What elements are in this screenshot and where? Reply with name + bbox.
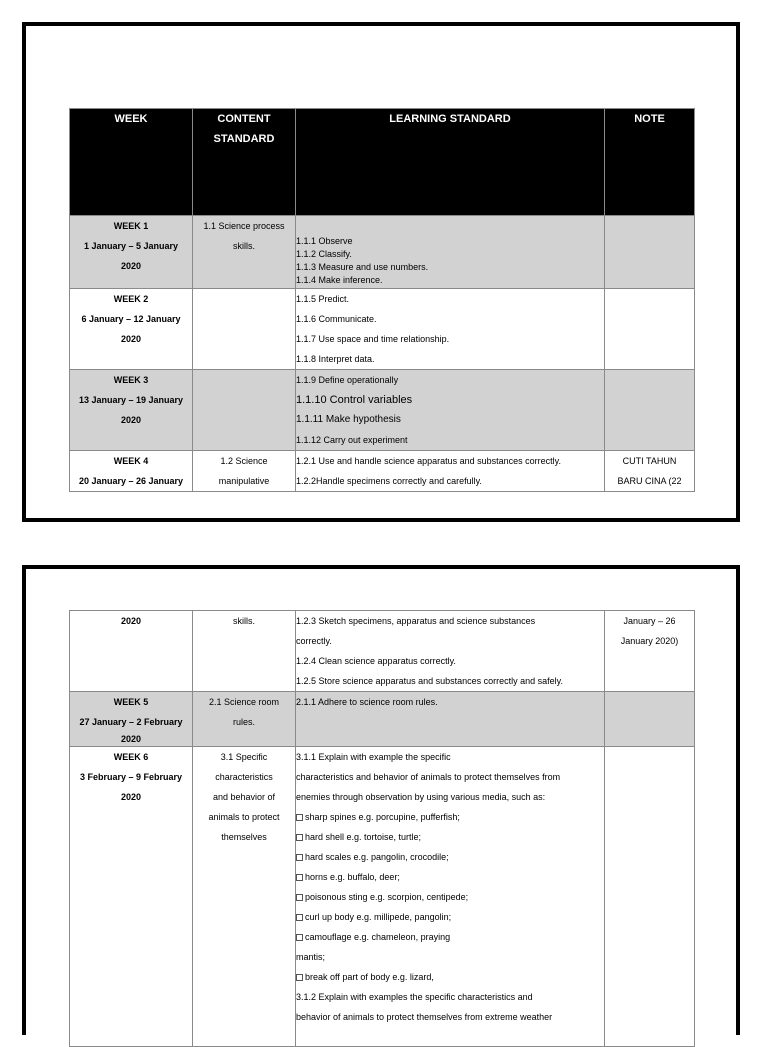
week-cell: 2020 <box>70 611 193 692</box>
bullet-item: hard scales e.g. pangolin, crocodile; <box>296 847 604 867</box>
learning-standard-cell: 3.1.1 Explain with example the specific characteristics and behavior of animals to protect themselves from enemies through observation by using various media, such as: sharp spines e.g. porcupine, pufferfish; hard shell e.g. tortoise, turtle; hard scales e.g. pangolin, crocodile; horns e.g. buffalo, deer; poisonous sting e.g. scorpion, centipede; curl up body e.g. millipede, pangolin; camouflage e.g. chameleon, praying mantis; break off part of body e.g. lizard, 3.1.2 Explain with examples the specific characteristics and behavior of animals to protect themselves from extreme weather <box>296 747 605 1047</box>
header-content-standard: CONTENT STANDARD <box>193 109 296 216</box>
note-cell <box>605 289 695 370</box>
note-cell <box>605 692 695 747</box>
bullet-item: horns e.g. buffalo, deer; <box>296 867 604 887</box>
bullet-box-icon <box>296 934 303 941</box>
note-cell <box>605 747 695 1047</box>
note-cell: CUTI TAHUN BARU CINA (22 <box>605 451 695 492</box>
week-cell: WEEK 5 27 January – 2 February 2020 <box>70 692 193 747</box>
bullet-box-icon <box>296 814 303 821</box>
week-cell: WEEK 4 20 January – 26 January <box>70 451 193 492</box>
header-week: WEEK <box>70 109 193 216</box>
table-row-week-2 <box>70 289 695 370</box>
week-cell: WEEK 2 6 January – 12 January 2020 <box>70 289 193 370</box>
week-cell: WEEK 6 3 February – 9 February 2020 <box>70 747 193 1047</box>
bullet-box-icon <box>296 914 303 921</box>
bullet-item: camouflage e.g. chameleon, praying <box>296 927 604 947</box>
table-row-week-4-continued <box>70 611 695 692</box>
learning-standard-cell: 1.2.3 Sketch specimens, apparatus and science substances correctly. 1.2.4 Clean science apparatus correctly. 1.2.5 Store science apparatus and substances correctly and safely. <box>296 611 605 692</box>
bullet-item: poisonous sting e.g. scorpion, centipede; <box>296 887 604 907</box>
table-row-week-3 <box>70 370 695 451</box>
table-row-week-4 <box>70 451 695 492</box>
week-cell: WEEK 1 1 January – 5 January 2020 <box>70 216 193 289</box>
bullet-item: hard shell e.g. tortoise, turtle; <box>296 827 604 847</box>
scheme-of-work-table <box>69 108 695 492</box>
note-cell <box>605 370 695 451</box>
learning-standard-cell: 1.1.9 Define operationally 1.1.10 Control variables 1.1.11 Make hypothesis 1.1.12 Carry out experiment <box>296 370 605 451</box>
bullet-box-icon <box>296 834 303 841</box>
header-note: NOTE <box>605 109 695 216</box>
bullet-item: break off part of body e.g. lizard, <box>296 967 604 987</box>
bullet-item: sharp spines e.g. porcupine, pufferfish; <box>296 807 604 827</box>
note-cell <box>605 216 695 289</box>
table-row-week-5 <box>70 692 695 747</box>
scheme-of-work-table-continued <box>69 610 695 1047</box>
learning-standard-cell: 1.2.1 Use and handle science apparatus and substances correctly. 1.2.2Handle specimens correctly and carefully. <box>296 451 605 492</box>
bullet-box-icon <box>296 854 303 861</box>
note-cell: January – 26 January 2020) <box>605 611 695 692</box>
week-cell: WEEK 3 13 January – 19 January 2020 <box>70 370 193 451</box>
bullet-box-icon <box>296 874 303 881</box>
learning-standard-cell: 2.1.1 Adhere to science room rules. <box>296 692 605 747</box>
content-standard-cell <box>193 289 296 370</box>
learning-standard-cell: 1.1.1 Observe 1.1.2 Classify. 1.1.3 Measure and use numbers. 1.1.4 Make inference. <box>296 216 605 289</box>
content-standard-cell: 1.2 Science manipulative <box>193 451 296 492</box>
table-row-week-6 <box>70 747 695 1047</box>
learning-standard-cell: 1.1.5 Predict. 1.1.6 Communicate. 1.1.7 Use space and time relationship. 1.1.8 Interpret data. <box>296 289 605 370</box>
document-page-1 <box>22 22 740 522</box>
content-standard-cell: 3.1 Specific characteristics and behavior of animals to protect themselves <box>193 747 296 1047</box>
content-standard-cell: skills. <box>193 611 296 692</box>
bullet-item: curl up body e.g. millipede, pangolin; <box>296 907 604 927</box>
header-learning-standard: LEARNING STANDARD <box>296 109 605 216</box>
bullet-box-icon <box>296 974 303 981</box>
bullet-box-icon <box>296 894 303 901</box>
table-header-row <box>70 109 695 216</box>
document-page-2 <box>22 565 740 1035</box>
content-standard-cell <box>193 370 296 451</box>
content-standard-cell: 1.1 Science process skills. <box>193 216 296 289</box>
table-row-week-1 <box>70 216 695 289</box>
content-standard-cell: 2.1 Science room rules. <box>193 692 296 747</box>
